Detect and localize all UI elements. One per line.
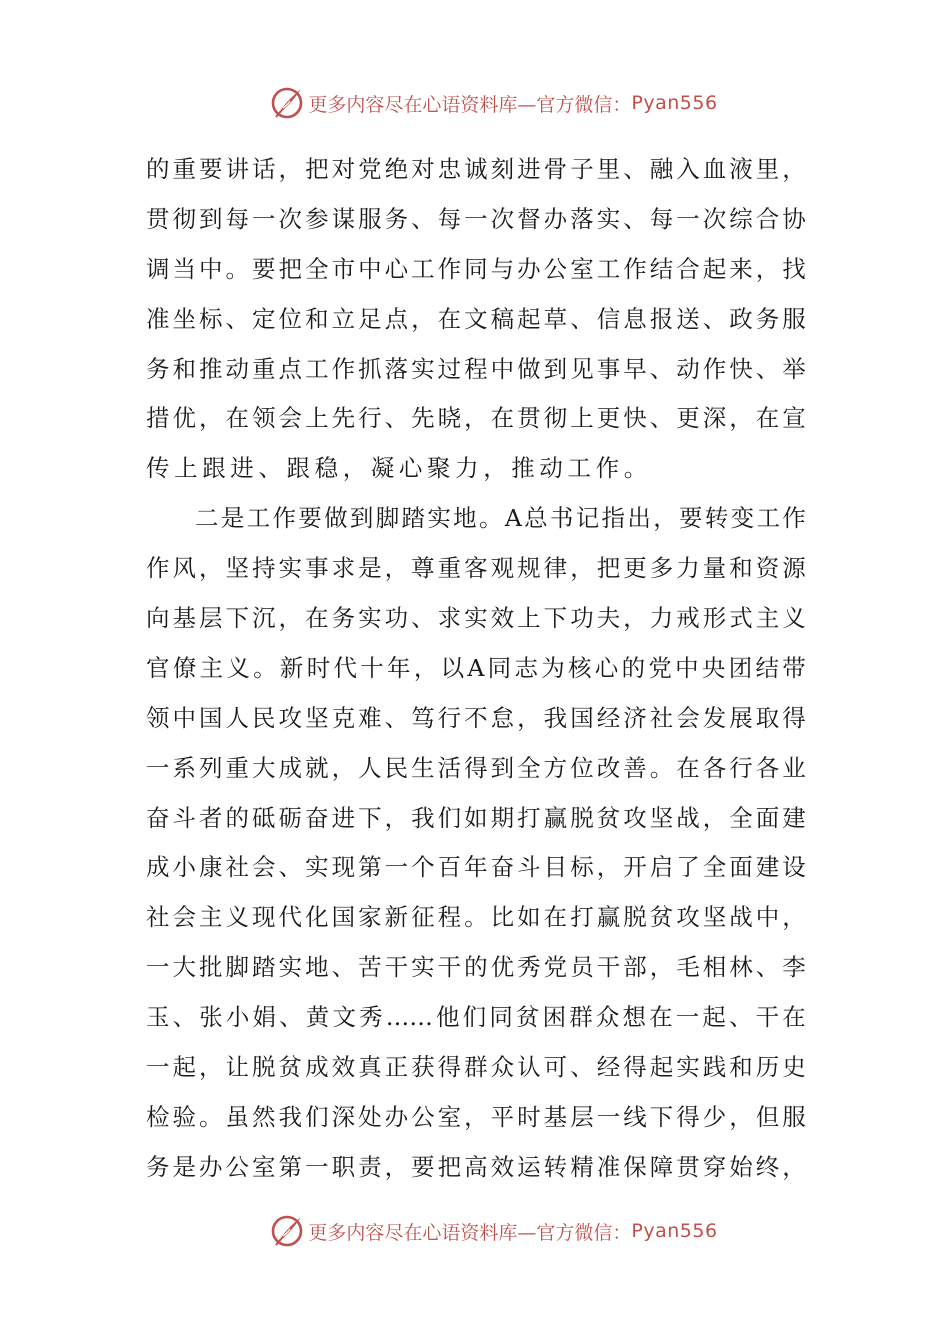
text-line: 成小康社会、实现第一个百年奋斗目标，开启了全面建设 xyxy=(146,853,806,882)
text-line: 务是办公室第一职责，要把高效运转精准保障贯穿始终， xyxy=(146,1152,806,1181)
text-line: 作风，坚持实事求是，尊重客观规律，把更多力量和资源 xyxy=(146,554,806,583)
banner-wechat-id: Pyan556 xyxy=(631,92,718,114)
text-line: 一大批脚踏实地、苦干实干的优秀党员干部，毛相林、李 xyxy=(146,953,806,982)
text-line: 准坐标、定位和立足点，在文稿起草、信息报送、政务服 xyxy=(146,304,806,333)
banner-text: 更多内容尽在心语资料库—官方微信： xyxy=(308,1221,632,1244)
header-watermark-banner xyxy=(0,83,950,123)
text-line: 官僚主义。新时代十年，以A同志为核心的党中央团结带 xyxy=(146,653,806,682)
quill-pen-logo-icon xyxy=(268,84,306,122)
text-line: 向基层下沉，在务实功、求实效上下功夫，力戒形式主义 xyxy=(146,604,806,633)
text-line: 社会主义现代化国家新征程。比如在打赢脱贫攻坚战中， xyxy=(146,903,806,932)
text-line: 的重要讲话，把对党绝对忠诚刻进骨子里、融入血液里， xyxy=(146,155,806,183)
text-line: 调当中。要把全市中心工作同与办公室工作结合起来，找 xyxy=(146,254,806,283)
text-line: 领中国人民攻坚克难、笃行不怠，我国经济社会发展取得 xyxy=(146,703,806,732)
paragraph-first-line: 二是工作要做到脚踏实地。A总书记指出，要转变工作 xyxy=(195,504,806,533)
footer-watermark-banner xyxy=(0,1211,950,1251)
text-line: 贯彻到每一次参谋服务、每一次督办落实、每一次综合协 xyxy=(146,204,806,233)
text-line: 奋斗者的砥砺奋进下，我们如期打赢脱贫攻坚战，全面建 xyxy=(146,803,806,832)
quill-pen-logo-icon xyxy=(268,1212,306,1250)
text-line: 玉、张小娟、黄文秀……他们同贫困群众想在一起、干在 xyxy=(146,1003,806,1032)
text-line: 一系列重大成就，人民生活得到全方位改善。在各行各业 xyxy=(146,753,806,782)
banner-wechat-id: Pyan556 xyxy=(631,1220,718,1242)
text-line: 一起，让脱贫成效真正获得群众认可、经得起实践和历史 xyxy=(146,1053,806,1082)
text-line: 措优，在领会上先行、先晓，在贯彻上更快、更深，在宣 xyxy=(146,404,806,433)
text-line: 传上跟进、跟稳，凝心聚力，推动工作。 xyxy=(146,454,652,483)
text-line: 检验。虽然我们深处办公室，平时基层一线下得少，但服 xyxy=(146,1102,806,1131)
text-line: 务和推动重点工作抓落实过程中做到见事早、动作快、举 xyxy=(146,354,806,383)
banner-text: 更多内容尽在心语资料库—官方微信： xyxy=(308,93,632,116)
document-body xyxy=(146,145,806,1193)
